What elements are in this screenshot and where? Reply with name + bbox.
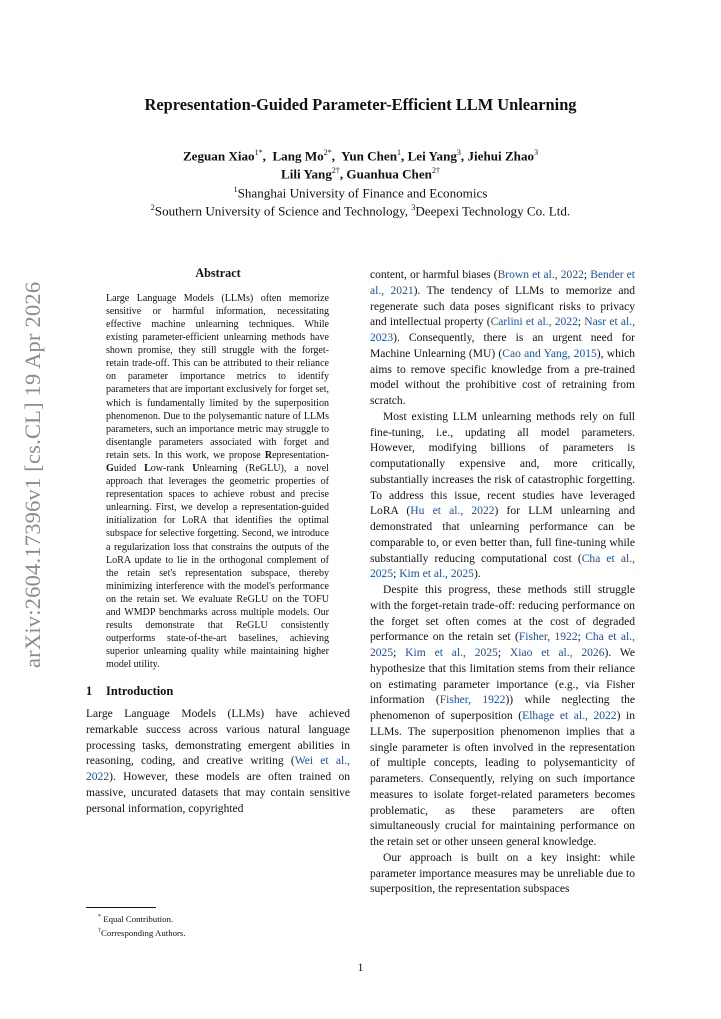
citation-link[interactable]: Cha et al., 2025 <box>370 552 635 581</box>
author-name: Lili Yang <box>281 166 332 182</box>
citation-link[interactable]: Kim et al., 2025 <box>399 568 474 581</box>
citation-link[interactable]: Cha et al., 2025 <box>370 631 635 659</box>
author-name: Guanhua Chen <box>346 166 432 182</box>
author-separator: , <box>401 148 408 164</box>
page-number: 1 <box>357 962 364 974</box>
intro-paragraph-4: Our approach is built on a key insight: while parameter importance measures may be unreliable due to superposition, the representation subspaces <box>370 851 635 896</box>
citation-link[interactable]: Carlini et al., 2022 <box>490 316 578 329</box>
author-separator: , <box>331 148 342 164</box>
author-list-line-1 <box>60 145 661 163</box>
author-affiliation-mark: 3 <box>456 148 461 157</box>
author-name: Lei Yang <box>407 148 457 164</box>
intro-paragraph-1: Large Language Models (LLMs) have achieved remarkable success across various natural language processing tasks, demonstrating emergent abilities in reasoning, coding, and creative writing (Wei et al., 2022). However, these models are often trained on massive, uncurated datasets that may contain sensitive personal information, copyrighted <box>86 708 350 815</box>
citation-link[interactable]: Fisher, 1922 <box>439 694 506 707</box>
section-heading-introduction: 1 Introduction <box>86 684 174 699</box>
author-separator: , <box>460 148 468 164</box>
citation-link[interactable]: Nasr et al., 2023 <box>370 316 635 344</box>
citation-link[interactable]: Xiao et al., 2026 <box>509 647 605 659</box>
abstract-heading: Abstract <box>195 266 241 280</box>
citation-link[interactable]: Elhage et al., 2022 <box>522 710 617 722</box>
affiliation-2-3: $^2$Southern University of Science and Technology, $^3$Deepexi Technology Co. Ltd. <box>150 203 571 219</box>
abstract-text: Large Language Models (LLMs) often memorize sensitive or harmful information, necessitating effective machine unlearning techniques. While existing parameter-efficient unlearning methods have shown promise, they still struggle with the forget-retain trade-off. This can be attributed to their reliance on parameter importance metrics to identify parameters that are important exclusively for forget set, which is fundamentally limited by the superposition phenomenon. Due to the polysemantic nature of LLMs parameters, such an importance metric may struggle to disentangle parameters associated with forget and retain sets. In this work, we propose Representation-Guided Low-rank Unlearning (ReGLU), a novel approach that leverages the geometric properties of representation spaces to achieve robust and precise unlearning. First, we develop a representation-guided initialization for LoRA that identifies the optimal subspace for selective forgetting. Second, we introduce a regularization loss that constrains the outputs of the LoRA update to lie in the orthogonal complement of the retain set's representation subspace, thereby minimizing interference with the model's performance on the retain set. We evaluate ReGLU on the TOFU and WMDP benchmarks across multiple models. Our results demonstrate that ReGLU consistently outperforms state-of-the-art baselines, achieving superior unlearning quality while maintaining higher model utility. <box>106 292 329 671</box>
paper-title: Representation-Guided Parameter-Efficient LLM Unlearning <box>144 95 577 114</box>
author-name: Lang Mo <box>272 148 324 164</box>
affiliation-1: $^1$Shanghai University of Finance and Economics <box>233 184 488 201</box>
author-affiliation-mark: 2† <box>331 166 340 176</box>
intro-paragraph-3: Despite this progress, these methods still struggle with the forget-retain trade-off: reducing performance on the forget set often comes at the cost of degraded performance on the retain set (Fisher, 1922; Cha et al., 2025; Kim et al., 2025; Xiao et al., 2026). We hypothesize that this limitation stems from their reliance on estimating parameter importance (e.g., via Fisher information (Fisher, 1922)) while neglecting the phenomenon of superposition (Elhage et al., 2022) in LLMs. The superposition phenomenon implies that a single parameter is often involved in the representation of multiple concepts, leading to polysemanticity of parameters. Consequently, relying on such importance measures to isolate forget-related parameters becomes problematic, as these parameters are often simultaneously crucial for maintaining performance on the retain set or other unseen general knowledge. <box>370 584 635 848</box>
author-separator: , <box>339 166 347 182</box>
author-affiliation-mark: 2* <box>323 148 332 157</box>
right-column <box>370 268 635 898</box>
author-affiliation-mark: 2† <box>431 166 440 176</box>
author-affiliation-mark: 1 <box>397 148 402 157</box>
author-name: Zeguan Xiao <box>182 148 255 164</box>
citation-link[interactable]: Cao and Yang, 2015 <box>502 347 597 360</box>
author-block <box>60 145 661 218</box>
footnotes <box>98 911 186 940</box>
author-affiliation-mark: 1* <box>254 148 263 157</box>
citation-link[interactable]: Brown et al., 2022 <box>497 269 584 281</box>
citation-link[interactable]: Kim et al., 2025 <box>405 647 498 659</box>
author-list-line-2 <box>60 163 661 181</box>
citation-link[interactable]: Wei et al., 2022 <box>86 755 350 784</box>
author-name: Yun Chen <box>341 148 398 164</box>
citation-link[interactable]: Hu et al., 2022 <box>410 505 495 518</box>
intro-paragraph-2: Most existing LLM unlearning methods rely on full fine-tuning, i.e., updating all model parameters. However, modifying billions of parameters is computationally expensive and, more critically, substantially increases the risk of catastrophic forgetting. To address this issue, recent studies have leveraged LoRA (Hu et al., 2022) for LLM unlearning and demonstrated that unlearning performance can be comparable to, or even better than, full fine-tuning while substantially reducing computational cost (Cha et al., 2025; Kim et al., 2025). <box>370 410 636 581</box>
footnote-rule <box>86 907 156 908</box>
left-column <box>86 266 350 817</box>
author-affiliation-mark: 3 <box>534 148 539 157</box>
author-name: Jiehui Zhao <box>467 148 535 164</box>
citation-link[interactable]: Bender et al., 2021 <box>370 269 635 297</box>
footnote-equal-contribution: * Equal Contribution. <box>98 913 174 924</box>
citation-link[interactable]: Fisher, 1922 <box>518 631 578 644</box>
author-separator: , <box>262 148 273 164</box>
footnote-corresponding-authors: †Corresponding Authors. <box>98 928 186 939</box>
intro-paragraph-1-continued: content, or harmful biases (Brown et al., 2022; Bender et al., 2021). The tendency of LLMs to memorize and regenerate such data poses significant risks to privacy and intellectual property (Carlini et al., 2022; Nasr et al., 2023). Consequently, there is an urgent need for Machine Unlearning (MU) (Cao and Yang, 2015), which aims to remove specific knowledge from a pre-trained model without the prohibitive cost of retraining from scratch. <box>370 269 635 407</box>
arxiv-identifier-stamp: arXiv:2604.17396v1 [cs.CL] 19 Apr 2026 <box>20 281 45 668</box>
